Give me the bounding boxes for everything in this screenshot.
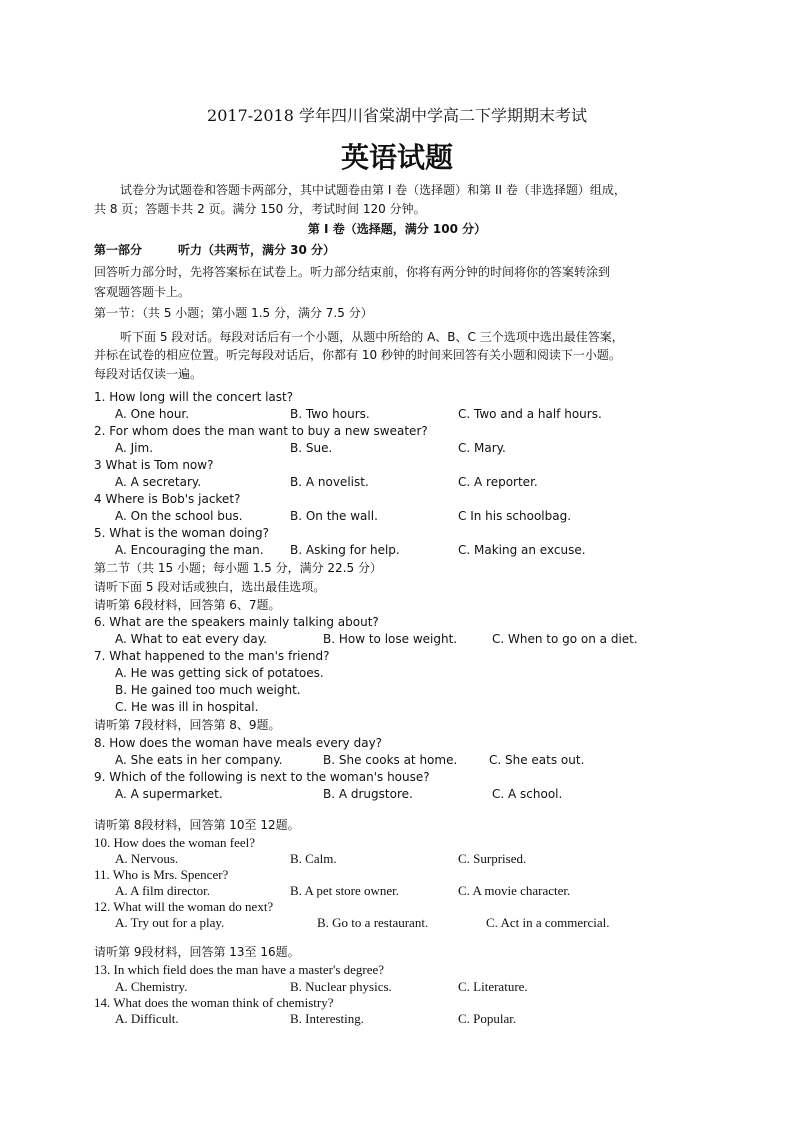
question-4-stem: 4 Where is Bob's jacket? (94, 492, 241, 506)
question-5-option-c: C. Making an excuse. (458, 543, 586, 557)
question-14-option-a: A. Difficult. (115, 1011, 179, 1026)
question-4-option-c: C In his schoolbag. (458, 509, 572, 523)
question-1-option-a: A. One hour. (115, 407, 190, 421)
question-2-option-c: C. Mary. (458, 441, 506, 455)
question-13-option-c: C. Literature. (458, 979, 528, 994)
question-2-option-a: A. Jim. (115, 441, 154, 455)
question-6-option-a: A. What to eat every day. (115, 632, 267, 646)
question-6-option-b: B. How to lose weight. (323, 632, 458, 646)
section1-instruction-3: 每段对话仅读一遍。 (94, 367, 203, 381)
question-8-option-a: A. She eats in her company. (115, 753, 283, 767)
question-3-option-c: C. A reporter. (458, 475, 538, 489)
material-8-heading: 请听第 8段材料，回答第 10至 12题。 (94, 818, 300, 832)
part1-instruction-2: 客观题答题卡上。 (94, 285, 191, 299)
question-14-option-b: B. Interesting. (290, 1011, 365, 1026)
question-8-option-c: C. She eats out. (489, 753, 585, 767)
material-7-heading: 请听第 7段材料，回答第 8、9题。 (94, 718, 281, 732)
question-2-stem: 2. For whom does the man want to buy a new sweater? (94, 424, 428, 438)
question-10-option-a: A. Nervous. (115, 851, 179, 866)
question-1-option-c: C. Two and a half hours. (458, 407, 602, 421)
part1-name: 听力（共两节，满分 30 分） (178, 243, 336, 257)
section1-instruction-2: 并标在试卷的相应位置。听完每段对话后，你都有 10 秒钟的时间来回答有关小题和阅读下一小题。 (94, 348, 621, 362)
question-13-stem: 13. In which field does the man have a master's degree? (94, 962, 385, 977)
question-11-option-b: B. A pet store owner. (290, 883, 400, 898)
question-5-option-b: B. Asking for help. (290, 543, 400, 557)
section2-instruction: 请听下面 5 段对话或独白，选出最佳选项。 (94, 580, 326, 594)
question-11-option-a: A. A film director. (115, 883, 210, 898)
question-14-stem: 14. What does the woman think of chemistry? (94, 995, 334, 1010)
material-9-heading: 请听第 9段材料，回答第 13至 16题。 (94, 945, 300, 959)
question-8-stem: 8. How does the woman have meals every day? (94, 736, 383, 750)
intro-line-2: 共 8 页；答题卡共 2 页。满分 150 分，考试时间 120 分钟。 (94, 202, 426, 216)
question-4-option-b: B. On the wall. (290, 509, 378, 523)
question-4-option-a: A. On the school bus. (115, 509, 243, 523)
question-10-option-c: C. Surprised. (458, 851, 527, 866)
exam-title: 英语试题 (340, 141, 453, 174)
question-12-option-b: B. Go to a restaurant. (317, 915, 429, 930)
question-9-option-c: C. A school. (492, 787, 563, 801)
question-9-stem: 9. Which of the following is next to the woman's house? (94, 770, 430, 784)
question-7-option-b: B. He gained too much weight. (115, 683, 301, 697)
question-12-option-c: C. Act in a commercial. (486, 915, 610, 930)
question-9-option-b: B. A drugstore. (323, 787, 413, 801)
intro-line-1: 试卷分为试题卷和答题卡两部分，其中试题卷由第 I 卷（选择题）和第 II 卷（非选择题）组成， (120, 183, 626, 197)
question-3-option-b: B. A novelist. (290, 475, 369, 489)
question-5-option-a: A. Encouraging the man. (115, 543, 264, 557)
question-8-option-b: B. She cooks at home. (323, 753, 458, 767)
question-12-option-a: A. Try out for a play. (115, 915, 225, 930)
question-7-option-a: A. He was getting sick of potatoes. (115, 666, 324, 680)
section1-heading: 第一节：（共 5 小题；第小题 1.5 分，满分 7.5 分） (94, 306, 373, 320)
question-7-option-c: C. He was ill in hospital. (115, 700, 259, 714)
question-12-stem: 12. What will the woman do next? (94, 899, 274, 914)
question-6-option-c: C. When to go on a diet. (492, 632, 638, 646)
question-5-stem: 5. What is the woman doing? (94, 526, 270, 540)
question-2-option-b: B. Sue. (290, 441, 333, 455)
question-10-option-b: B. Calm. (290, 851, 337, 866)
question-1-stem: 1. How long will the concert last? (94, 390, 294, 404)
question-13-option-b: B. Nuclear physics. (290, 979, 392, 994)
question-9-option-a: A. A supermarket. (115, 787, 223, 801)
question-1-option-b: B. Two hours. (290, 407, 370, 421)
section2-heading: 第二节（共 15 小题；每小题 1.5 分，满分 22.5 分） (94, 561, 382, 575)
question-11-stem: 11. Who is Mrs. Spencer? (94, 867, 229, 882)
question-11-option-c: C. A movie character. (458, 883, 571, 898)
question-10-stem: 10. How does the woman feel? (94, 835, 256, 850)
part1-instruction-1: 回答听力部分时，先将答案标在试卷上。听力部分结束前，你将有两分钟的时间将你的答案转涂到 (94, 265, 611, 279)
part1-label: 第一部分 (94, 243, 143, 257)
section1-instruction-1: 听下面 5 段对话。每段对话后有一个小题，从题中所给的 A、B、C 三个选项中选出最佳答案， (120, 330, 624, 344)
question-13-option-a: A. Chemistry. (115, 979, 188, 994)
question-3-stem: 3 What is Tom now? (94, 458, 214, 472)
exam-subtitle: 2017-2018 学年四川省棠湖中学高二下学期期末考试 (207, 106, 587, 125)
material-6-heading: 请听第 6段材料，回答第 6、7题。 (94, 598, 281, 612)
question-14-option-c: C. Popular. (458, 1011, 517, 1026)
question-7-stem: 7. What happened to the man's friend? (94, 649, 330, 663)
question-3-option-a: A. A secretary. (115, 475, 202, 489)
question-6-stem: 6. What are the speakers mainly talking about? (94, 615, 379, 629)
volume-heading: 第 I 卷（选择题，满分 100 分） (307, 222, 487, 236)
